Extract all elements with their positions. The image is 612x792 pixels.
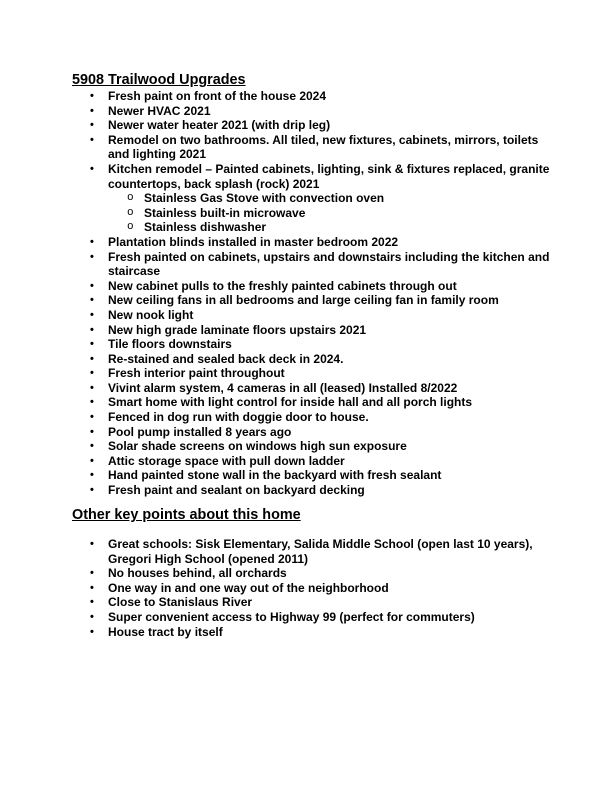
bullet-icon: • (90, 119, 94, 132)
bullet-icon: • (90, 625, 94, 638)
list-item-text: Re-stained and sealed back deck in 2024. (108, 351, 344, 366)
bullet-icon: • (90, 162, 94, 175)
list-item-text: Hand painted stone wall in the backyard with fresh sealant (108, 468, 442, 483)
list-item (90, 132, 558, 162)
bullet-icon: • (90, 104, 94, 117)
list-item-text: House tract by itself (108, 624, 223, 639)
sub-list-item (127, 191, 558, 206)
list-item-text: Newer water heater 2021 (with drip leg) (108, 118, 331, 133)
list-item (90, 380, 558, 396)
list-item (90, 410, 558, 425)
list-item-text: Fenced in dog run with doggie door to house. (108, 410, 369, 425)
list-item (90, 322, 558, 338)
list-item-text: Pool pump installed 8 years ago (108, 424, 292, 439)
bullet-icon: • (90, 294, 94, 307)
list-item-text: Newer HVAC 2021 (108, 103, 211, 118)
bullet-icon: • (90, 454, 94, 467)
bullet-icon: • (90, 610, 94, 623)
bullet-icon: • (90, 411, 94, 424)
bullet-icon: • (90, 425, 94, 438)
bullet-icon: • (90, 323, 94, 336)
list-item-text: Super convenient access to Highway 99 (perfect for commuters) (108, 609, 475, 624)
sub-list-item-text: Stainless Gas Stove with convection oven (144, 191, 385, 206)
key-points-heading: Other key points about this home (72, 507, 301, 523)
list-item-text: Attic storage space with pull down ladder (108, 453, 345, 468)
list-item (90, 580, 558, 596)
list-item (90, 424, 558, 440)
list-item (90, 453, 558, 469)
list-item-text: Close to Stanislaus River (108, 595, 253, 610)
sub-list-item (127, 205, 558, 221)
list-item (90, 307, 558, 323)
list-item-text: Fresh paint and sealant on backyard decking (108, 483, 365, 498)
bullet-icon: • (90, 235, 94, 248)
bullet-icon: • (90, 581, 94, 594)
list-item (90, 351, 558, 367)
bullet-icon: • (90, 338, 94, 351)
sub-list-item-text: Stainless built-in microwave (144, 205, 306, 220)
kitchen-sublist (108, 191, 558, 235)
list-item (90, 118, 558, 133)
bullet-icon: • (90, 396, 94, 409)
list-item-text: Plantation blinds installed in master bedroom 2022 (108, 234, 399, 249)
list-item-text: Solar shade screens on windows high sun exposure (108, 439, 407, 454)
list-item (90, 624, 558, 640)
bullet-icon: • (90, 352, 94, 365)
bullet-icon: • (90, 381, 94, 394)
upgrades-heading: 5908 Trailwood Upgrades (72, 72, 246, 88)
list-item (90, 234, 558, 250)
bullet-icon: • (90, 133, 94, 146)
bullet-icon: • (90, 279, 94, 292)
list-item (90, 609, 558, 625)
list-item (90, 293, 558, 308)
list-item-text: Remodel on two bathrooms. All tiled, new fixtures, cabinets, mirrors, toilets and lighting 2021 (108, 132, 539, 162)
list-item-text: Tile floors downstairs (108, 337, 232, 352)
list-item (90, 103, 558, 119)
list-item (90, 468, 558, 483)
list-item (90, 595, 558, 610)
list-item-text: New high grade laminate floors upstairs 2021 (108, 322, 367, 337)
sub-list-item-text: Stainless dishwasher (144, 220, 267, 235)
sub-bullet-icon: o (127, 192, 134, 205)
bullet-icon: • (90, 308, 94, 321)
bullet-icon: • (90, 567, 94, 580)
list-item (90, 566, 558, 581)
list-item-text: New nook light (108, 307, 194, 322)
list-item-text: Smart home with light control for inside hall and all porch lights (108, 395, 473, 410)
key-points-list (90, 537, 558, 639)
list-item-text: New cabinet pulls to the freshly painted cabinets through out (108, 278, 457, 293)
list-item (90, 439, 558, 454)
list-item (90, 366, 558, 381)
bullet-icon: • (90, 596, 94, 609)
list-item-text: Fresh painted on cabinets, upstairs and downstairs including the kitchen and staircase (108, 249, 550, 279)
list-item-text: No houses behind, all orchards (108, 566, 287, 581)
list-item-text: Great schools: Sisk Elementary, Salida Middle School (open last 10 years), Gregori High School (opened 2011) (108, 537, 533, 566)
list-item (90, 89, 558, 104)
list-item (90, 249, 558, 279)
upgrades-list (90, 89, 558, 498)
list-item (90, 395, 558, 410)
bullet-icon: • (90, 90, 94, 102)
list-item (90, 278, 558, 294)
bullet-icon: • (90, 367, 94, 380)
list-item-text: One way in and one way out of the neighborhood (108, 580, 389, 595)
bullet-icon: • (90, 538, 94, 550)
sub-bullet-icon: o (127, 206, 134, 219)
list-item-text: Vivint alarm system, 4 cameras in all (leased) Installed 8/2022 (108, 380, 458, 395)
bullet-icon: • (90, 440, 94, 453)
sub-list-item (127, 220, 558, 235)
bullet-icon: • (90, 250, 94, 263)
list-item-text: New ceiling fans in all bedrooms and large ceiling fan in family room (108, 293, 499, 308)
sub-bullet-icon: o (127, 221, 134, 234)
list-item-text: Fresh paint on front of the house 2024 (108, 89, 327, 103)
list-item (90, 337, 558, 352)
list-item-text: Kitchen remodel – Painted cabinets, lighting, sink & fixtures replaced, granite countertops, back splash (rock) 2021 (108, 161, 550, 191)
bullet-icon: • (90, 484, 94, 497)
list-item-text: Fresh interior paint throughout (108, 366, 285, 381)
list-item (90, 483, 558, 498)
list-item-kitchen (90, 161, 558, 235)
bullet-icon: • (90, 469, 94, 482)
list-item (90, 537, 558, 566)
